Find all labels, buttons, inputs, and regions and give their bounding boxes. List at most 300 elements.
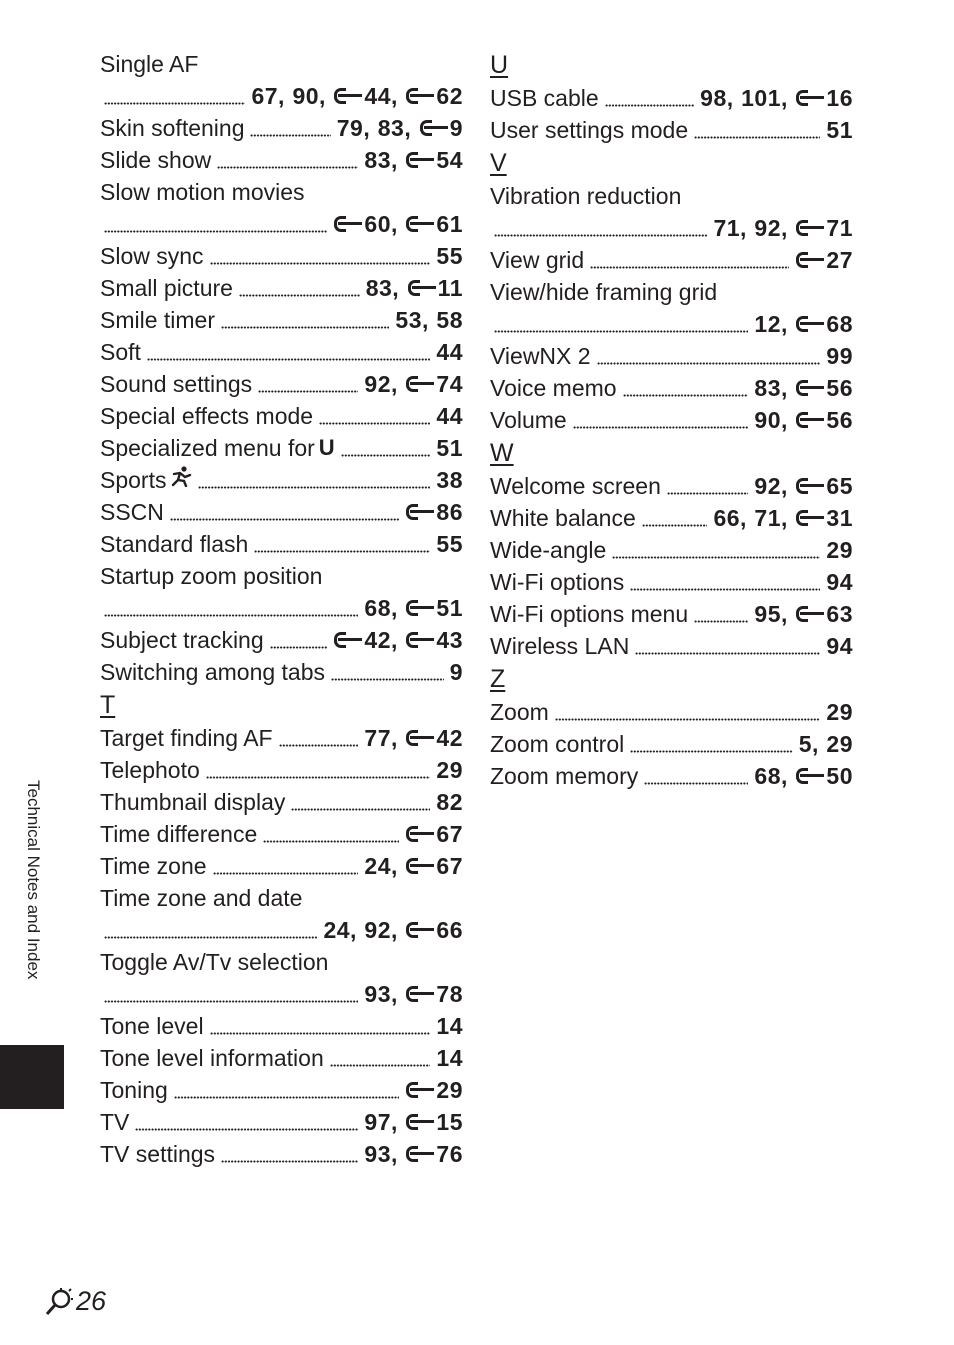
index-term: Wireless LAN — [490, 633, 630, 659]
page-ref[interactable]: 83 — [377, 115, 405, 141]
page-references — [436, 754, 463, 786]
reference-section-icon — [405, 214, 435, 234]
page-ref[interactable]: 94 — [826, 569, 853, 595]
page-references — [826, 534, 853, 566]
index-entry — [100, 624, 463, 656]
page-ref[interactable]: 67 — [251, 83, 279, 109]
page-references — [436, 400, 463, 432]
index-term: Vibration reduction — [490, 183, 682, 209]
index-term: Volume — [490, 407, 567, 433]
index-letter-heading: T — [100, 691, 116, 719]
dot-leader — [573, 404, 749, 436]
page-ref[interactable]: 29 — [436, 1077, 463, 1103]
dot-leader — [642, 502, 708, 534]
separator: , — [781, 601, 788, 627]
page-ref[interactable]: 44 — [436, 339, 463, 365]
page-references — [323, 914, 463, 946]
page-references — [395, 304, 463, 336]
index-term: Zoom control — [490, 731, 625, 757]
page-ref[interactable]: 55 — [436, 243, 463, 269]
reference-section-icon — [795, 604, 825, 624]
page-references — [436, 336, 463, 368]
index-term: Special effects mode — [100, 403, 314, 429]
dot-leader — [258, 368, 358, 400]
u-mode-icon: U — [318, 435, 335, 460]
page-number: 26 — [76, 1286, 107, 1316]
page-ref[interactable]: 68 — [826, 311, 853, 337]
index-entry — [490, 82, 853, 114]
page-ref[interactable]: 95 — [754, 601, 782, 627]
index-term: Tone level — [100, 1013, 204, 1039]
index-term: View grid — [490, 247, 585, 273]
index-term: USB cable — [490, 85, 599, 111]
index-term: User settings mode — [490, 117, 689, 143]
page-ref[interactable]: 51 — [436, 595, 463, 621]
page-ref[interactable]: 83 — [754, 375, 782, 401]
index-entry-continuation — [490, 308, 853, 340]
index-term: Subject tracking — [100, 627, 264, 653]
index-entry-title — [100, 882, 463, 914]
index-term: Welcome screen — [490, 473, 661, 499]
page-ref[interactable]: 51 — [826, 117, 853, 143]
reference-section-icon — [405, 502, 435, 522]
reference-section-icon — [405, 728, 435, 748]
page-ref[interactable]: 42 — [364, 627, 392, 653]
dot-leader — [694, 598, 748, 630]
index-entry — [490, 470, 853, 502]
index-term: Toggle Av/Tv selection — [100, 949, 329, 975]
side-tab-marker — [0, 1045, 64, 1109]
page-ref[interactable]: 76 — [436, 1141, 463, 1167]
index-entry — [100, 528, 463, 560]
page-references — [364, 1106, 463, 1138]
page-ref[interactable]: 50 — [826, 763, 853, 789]
page-ref[interactable]: 67 — [436, 853, 463, 879]
separator: , — [363, 115, 370, 141]
page-references — [450, 656, 463, 688]
page-references — [826, 630, 853, 662]
dot-leader — [104, 978, 358, 1010]
page-references — [713, 212, 853, 244]
page-ref[interactable]: 101 — [741, 85, 782, 111]
page-references — [436, 786, 463, 818]
page-ref[interactable]: 14 — [436, 1045, 463, 1071]
page-references — [436, 240, 463, 272]
sports-icon — [170, 464, 192, 496]
page-ref[interactable]: 71 — [754, 505, 782, 531]
page-ref[interactable]: 44 — [436, 403, 463, 429]
page-references — [754, 372, 853, 404]
dot-leader — [135, 1106, 358, 1138]
page-ref[interactable]: 62 — [436, 83, 463, 109]
page-ref[interactable]: 66 — [713, 505, 741, 531]
page-references — [333, 208, 463, 240]
index-entry — [100, 1042, 463, 1074]
page-ref[interactable]: 92 — [364, 917, 392, 943]
dot-leader — [555, 696, 821, 728]
index-entry — [100, 240, 463, 272]
index-entry — [100, 432, 463, 464]
page-ref[interactable]: 74 — [436, 371, 463, 397]
page-ref[interactable]: 38 — [436, 467, 463, 493]
reference-section-icon — [795, 508, 825, 528]
dot-leader — [291, 786, 430, 818]
index-term: Telephoto — [100, 757, 200, 783]
dot-leader — [494, 308, 748, 340]
index-term: Zoom — [490, 699, 549, 725]
page-references — [799, 728, 853, 760]
page-ref[interactable]: 29 — [826, 699, 853, 725]
index-entry — [100, 304, 463, 336]
page-references — [826, 340, 853, 372]
index-letter-heading: V — [490, 149, 507, 177]
index-entry — [490, 502, 853, 534]
index-entry — [100, 400, 463, 432]
index-entry — [100, 1106, 463, 1138]
page-ref[interactable]: 9 — [449, 659, 463, 685]
separator: , — [391, 147, 398, 173]
page-references — [366, 272, 463, 304]
index-entry — [100, 144, 463, 176]
page-ref[interactable]: 15 — [436, 1109, 463, 1135]
technical-notes-icon — [44, 1287, 74, 1317]
dot-leader — [623, 372, 749, 404]
dot-leader — [630, 566, 820, 598]
page-references — [713, 502, 853, 534]
page-ref[interactable]: 51 — [436, 435, 463, 461]
page-ref[interactable]: 61 — [436, 211, 463, 237]
page-ref[interactable]: 92 — [754, 215, 782, 241]
index-term: Standard flash — [100, 531, 249, 557]
reference-section-icon — [405, 1144, 435, 1164]
page-references — [405, 818, 463, 850]
page-references — [337, 112, 463, 144]
dot-leader — [217, 144, 358, 176]
page-ref[interactable]: 63 — [826, 601, 853, 627]
index-entry — [100, 336, 463, 368]
index-entry — [490, 114, 853, 146]
dot-leader — [263, 818, 399, 850]
page-footer — [44, 1286, 106, 1317]
page-references — [700, 82, 853, 114]
page-references — [364, 592, 463, 624]
reference-section-icon — [405, 920, 435, 940]
index-entry — [100, 464, 463, 496]
reference-section-icon — [333, 214, 363, 234]
dot-leader — [147, 336, 430, 368]
separator: , — [781, 407, 788, 433]
page-ref[interactable]: 27 — [826, 247, 853, 273]
page-ref[interactable]: 65 — [826, 473, 853, 499]
page-ref[interactable]: 56 — [826, 375, 853, 401]
dot-leader — [279, 722, 359, 754]
index-term: Target finding AF — [100, 725, 273, 751]
page-ref[interactable]: 83 — [364, 147, 392, 173]
separator: , — [812, 731, 819, 757]
reference-section-icon — [795, 476, 825, 496]
page-ref[interactable]: 77 — [364, 725, 392, 751]
reference-section-icon — [407, 278, 437, 298]
separator: , — [391, 627, 398, 653]
page-ref[interactable]: 78 — [436, 981, 463, 1007]
page-ref[interactable]: 86 — [436, 499, 463, 525]
index-term: SSCN — [100, 499, 164, 525]
page-ref[interactable]: 55 — [436, 531, 463, 557]
index-entry-title — [490, 180, 853, 212]
index-entry — [490, 534, 853, 566]
page-ref[interactable]: 42 — [436, 725, 463, 751]
reference-section-icon — [333, 86, 363, 106]
page-ref[interactable]: 31 — [826, 505, 853, 531]
dot-leader — [174, 1074, 400, 1106]
reference-section-icon — [333, 630, 363, 650]
dot-leader — [170, 496, 400, 528]
page-ref[interactable]: 12 — [754, 311, 782, 337]
page-ref[interactable]: 71 — [713, 215, 741, 241]
index-term: Zoom memory — [490, 763, 639, 789]
separator: , — [391, 1141, 398, 1167]
page-references — [754, 404, 853, 436]
page-ref[interactable]: 16 — [826, 85, 853, 111]
separator: , — [781, 763, 788, 789]
index-term: Wi-Fi options menu — [490, 601, 689, 627]
page-ref[interactable]: 67 — [436, 821, 463, 847]
page-ref[interactable]: 97 — [364, 1109, 392, 1135]
reference-section-icon — [419, 118, 449, 138]
reference-section-icon — [405, 856, 435, 876]
index-letter-heading: Z — [490, 665, 506, 693]
index-entry — [100, 496, 463, 528]
index-term: Time zone — [100, 853, 207, 879]
page-ref[interactable]: 68 — [364, 595, 392, 621]
dot-leader — [270, 624, 328, 656]
page-ref[interactable]: 11 — [437, 275, 463, 301]
separator: , — [781, 473, 788, 499]
index-entry — [100, 368, 463, 400]
index-entry — [100, 722, 463, 754]
index-entry — [100, 850, 463, 882]
separator: , — [781, 375, 788, 401]
index-term: Specialized menu for — [100, 435, 315, 461]
index-term: ViewNX 2 — [490, 343, 591, 369]
index-term: Slide show — [100, 147, 212, 173]
separator: , — [726, 85, 734, 111]
page-ref[interactable]: 93 — [364, 1141, 392, 1167]
index-entry — [490, 372, 853, 404]
index-entry — [490, 630, 853, 662]
page-references — [436, 432, 463, 464]
index-term: Smile timer — [100, 307, 216, 333]
page-references — [364, 722, 463, 754]
index-term: Tone level information — [100, 1045, 324, 1071]
separator: , — [781, 505, 788, 531]
index-letter-heading: W — [490, 439, 514, 467]
page-ref[interactable]: 56 — [826, 407, 853, 433]
page-ref[interactable]: 79 — [336, 115, 364, 141]
separator: , — [319, 83, 326, 109]
separator: , — [391, 371, 398, 397]
reference-section-icon — [795, 250, 825, 270]
index-entry-continuation — [100, 914, 463, 946]
page-references — [333, 624, 463, 656]
separator: , — [781, 215, 788, 241]
index-entry-continuation — [490, 212, 853, 244]
side-tab — [10, 780, 54, 1030]
separator: , — [391, 725, 398, 751]
dot-leader — [254, 528, 430, 560]
page-ref[interactable]: 29 — [826, 731, 853, 757]
dot-leader — [605, 82, 694, 114]
page-ref[interactable]: 94 — [826, 633, 853, 659]
separator: , — [391, 83, 398, 109]
index-entry-continuation — [100, 592, 463, 624]
page-ref[interactable]: 60 — [364, 211, 392, 237]
separator: , — [391, 853, 398, 879]
separator: , — [781, 85, 788, 111]
page-ref[interactable]: 93 — [364, 981, 392, 1007]
page-references — [754, 598, 853, 630]
separator: , — [391, 917, 398, 943]
index-entry — [100, 1074, 463, 1106]
page-ref[interactable]: 5 — [798, 731, 813, 757]
page-ref[interactable]: 9 — [449, 115, 463, 141]
dot-leader — [644, 760, 748, 792]
reference-section-icon — [795, 314, 825, 334]
index-entry-title — [100, 48, 463, 80]
page-ref[interactable]: 14 — [436, 1013, 463, 1039]
page-ref[interactable]: 29 — [436, 757, 463, 783]
page-ref[interactable]: 58 — [436, 307, 463, 333]
reference-section-icon — [405, 1080, 435, 1100]
index-entry-title — [100, 946, 463, 978]
index-term: Startup zoom position — [100, 563, 323, 589]
separator: , — [404, 115, 411, 141]
reference-section-icon — [405, 630, 435, 650]
page-ref[interactable]: 92 — [364, 371, 392, 397]
page-references — [754, 308, 853, 340]
page-ref[interactable]: 98 — [700, 85, 727, 111]
index-entry — [100, 818, 463, 850]
separator: , — [392, 275, 399, 301]
page-references — [826, 114, 853, 146]
separator: , — [781, 311, 788, 337]
page-references — [364, 368, 463, 400]
dot-leader — [210, 1010, 431, 1042]
dot-leader — [221, 304, 389, 336]
dot-leader — [341, 432, 431, 464]
page-ref[interactable]: 43 — [436, 627, 463, 653]
page-references — [436, 528, 463, 560]
index-entry — [100, 112, 463, 144]
index-entry — [100, 1138, 463, 1170]
reference-section-icon — [795, 410, 825, 430]
page-ref[interactable]: 90 — [754, 407, 782, 433]
index-entry — [100, 1010, 463, 1042]
separator: , — [740, 505, 747, 531]
page-references — [364, 850, 463, 882]
page-ref[interactable]: 54 — [436, 147, 463, 173]
index-term: Small picture — [100, 275, 233, 301]
dot-leader — [250, 112, 330, 144]
index-term: Skin softening — [100, 115, 245, 141]
page-references — [364, 1138, 463, 1170]
page-references — [436, 1042, 463, 1074]
separator: , — [278, 83, 285, 109]
dot-leader — [590, 244, 789, 276]
index-term: TV settings — [100, 1141, 216, 1167]
index-entry — [490, 404, 853, 436]
page-ref[interactable]: 82 — [436, 789, 463, 815]
dot-leader — [104, 80, 245, 112]
dot-leader — [667, 470, 749, 502]
index-entry — [490, 598, 853, 630]
separator: , — [391, 1109, 398, 1135]
page-ref[interactable]: 24 — [323, 917, 351, 943]
page-ref[interactable]: 71 — [826, 215, 853, 241]
dot-leader — [694, 114, 820, 146]
index-column-left — [100, 48, 463, 1170]
reference-section-icon — [795, 88, 825, 108]
reference-section-icon — [795, 218, 825, 238]
page-references — [364, 978, 463, 1010]
dot-leader — [635, 630, 820, 662]
page-ref[interactable]: 83 — [365, 275, 393, 301]
page-references — [405, 496, 463, 528]
reference-section-icon — [405, 150, 435, 170]
dot-leader — [630, 728, 793, 760]
reference-section-icon — [405, 374, 435, 394]
dot-leader — [104, 592, 358, 624]
index-term: Sports — [100, 467, 167, 493]
page-ref[interactable]: 44 — [364, 83, 392, 109]
index-entry-title — [100, 176, 463, 208]
index-term: TV — [100, 1109, 130, 1135]
index-entry — [490, 696, 853, 728]
index-term: View/hide framing grid — [490, 279, 718, 305]
page-ref[interactable]: 29 — [826, 537, 853, 563]
index-column-right — [490, 48, 853, 792]
page-references — [364, 144, 463, 176]
page-ref[interactable]: 68 — [754, 763, 782, 789]
page-ref[interactable]: 24 — [364, 853, 392, 879]
dot-leader — [612, 534, 820, 566]
separator: , — [422, 307, 429, 333]
dot-leader — [319, 400, 430, 432]
page-references — [754, 470, 853, 502]
index-letter-heading: U — [490, 51, 509, 79]
page-ref[interactable]: 90 — [292, 83, 320, 109]
reference-section-icon — [795, 378, 825, 398]
reference-section-icon — [405, 86, 435, 106]
dot-leader — [239, 272, 360, 304]
separator: , — [740, 215, 747, 241]
reference-section-icon — [795, 766, 825, 786]
separator: , — [391, 981, 398, 1007]
index-entry — [490, 340, 853, 372]
dot-leader — [213, 850, 359, 882]
index-term: Time difference — [100, 821, 258, 847]
dot-leader — [330, 1042, 431, 1074]
dot-leader — [198, 464, 430, 496]
page-ref[interactable]: 66 — [436, 917, 463, 943]
page-ref[interactable]: 92 — [754, 473, 782, 499]
page-ref[interactable]: 99 — [826, 343, 853, 369]
index-term: Switching among tabs — [100, 659, 326, 685]
reference-section-icon — [405, 598, 435, 618]
page-ref[interactable]: 53 — [395, 307, 423, 333]
index-entry-title — [490, 276, 853, 308]
reference-section-icon — [405, 824, 435, 844]
